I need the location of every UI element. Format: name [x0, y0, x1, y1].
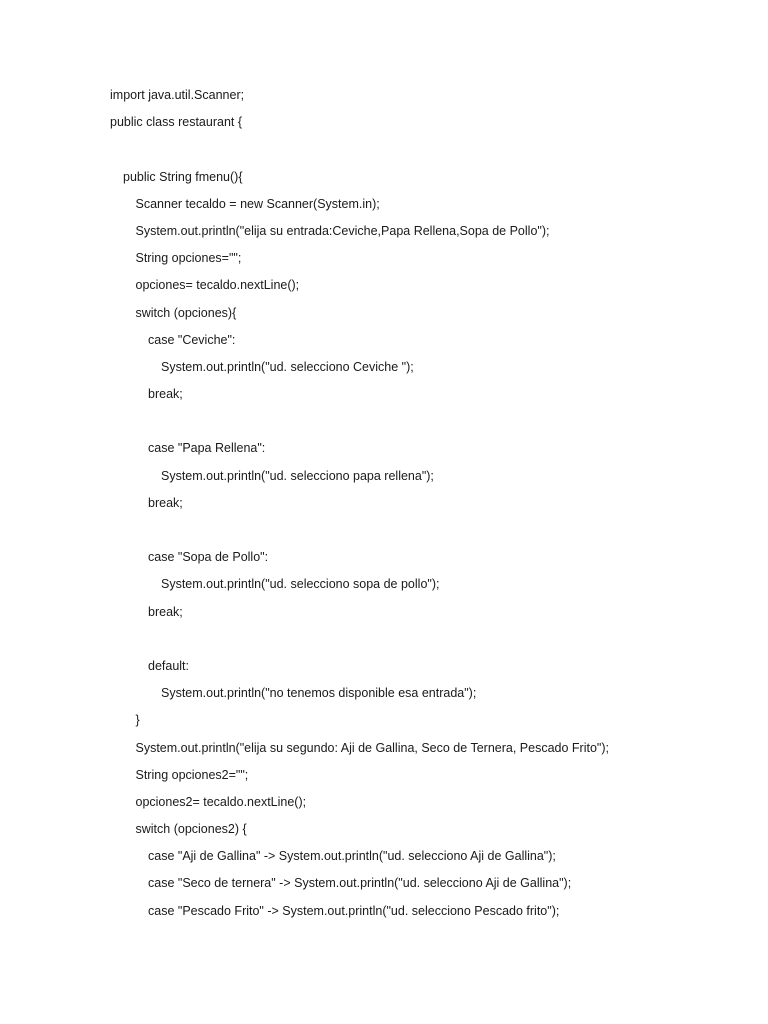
- code-line: case "Aji de Gallina" -> System.out.println("ud. selecciono Aji de Gallina");: [148, 849, 556, 864]
- code-line: String opciones2="";: [135, 767, 249, 782]
- code-line: switch (opciones2) {: [135, 822, 247, 837]
- code-line: System.out.println("elija su entrada:Ceviche,Papa Rellena,Sopa de Pollo");: [135, 223, 550, 238]
- code-line: break;: [148, 495, 183, 510]
- code-line: [110, 628, 750, 655]
- code-line: opciones2= tecaldo.nextLine();: [135, 794, 307, 809]
- code-line: [110, 410, 750, 437]
- code-listing: [110, 84, 750, 927]
- code-line: opciones= tecaldo.nextLine();: [135, 278, 300, 293]
- code-line: import java.util.Scanner;: [110, 88, 245, 102]
- code-line: case "Pescado Frito" -> System.out.println("ud. selecciono Pescado frito");: [148, 903, 560, 918]
- code-line: System.out.println("ud. selecciono Ceviche ");: [161, 359, 414, 374]
- code-line: case "Ceviche":: [148, 332, 236, 347]
- code-line: default:: [148, 658, 190, 673]
- code-line: System.out.println("ud. selecciono papa rellena");: [161, 468, 434, 483]
- code-line: System.out.println("elija su segundo: Aji de Gallina, Seco de Ternera, Pescado Frito");: [135, 740, 609, 755]
- code-line: case "Sopa de Pollo":: [148, 550, 269, 565]
- code-line: String opciones="";: [135, 251, 242, 266]
- code-line: switch (opciones){: [135, 305, 237, 320]
- code-line: public String fmenu(){: [123, 169, 243, 184]
- code-line: case "Papa Rellena":: [148, 441, 266, 456]
- code-line: [110, 138, 750, 165]
- code-line: break;: [148, 387, 183, 402]
- code-line: break;: [148, 604, 183, 619]
- code-line: System.out.println("no tenemos disponible esa entrada");: [161, 686, 477, 701]
- code-line: [110, 519, 750, 546]
- code-line: case "Seco de ternera" -> System.out.println("ud. selecciono Aji de Gallina");: [148, 876, 572, 891]
- code-line: }: [135, 713, 140, 728]
- code-line: public class restaurant {: [110, 115, 243, 130]
- code-line: System.out.println("ud. selecciono sopa de pollo");: [161, 577, 440, 592]
- code-line: Scanner tecaldo = new Scanner(System.in);: [135, 196, 380, 211]
